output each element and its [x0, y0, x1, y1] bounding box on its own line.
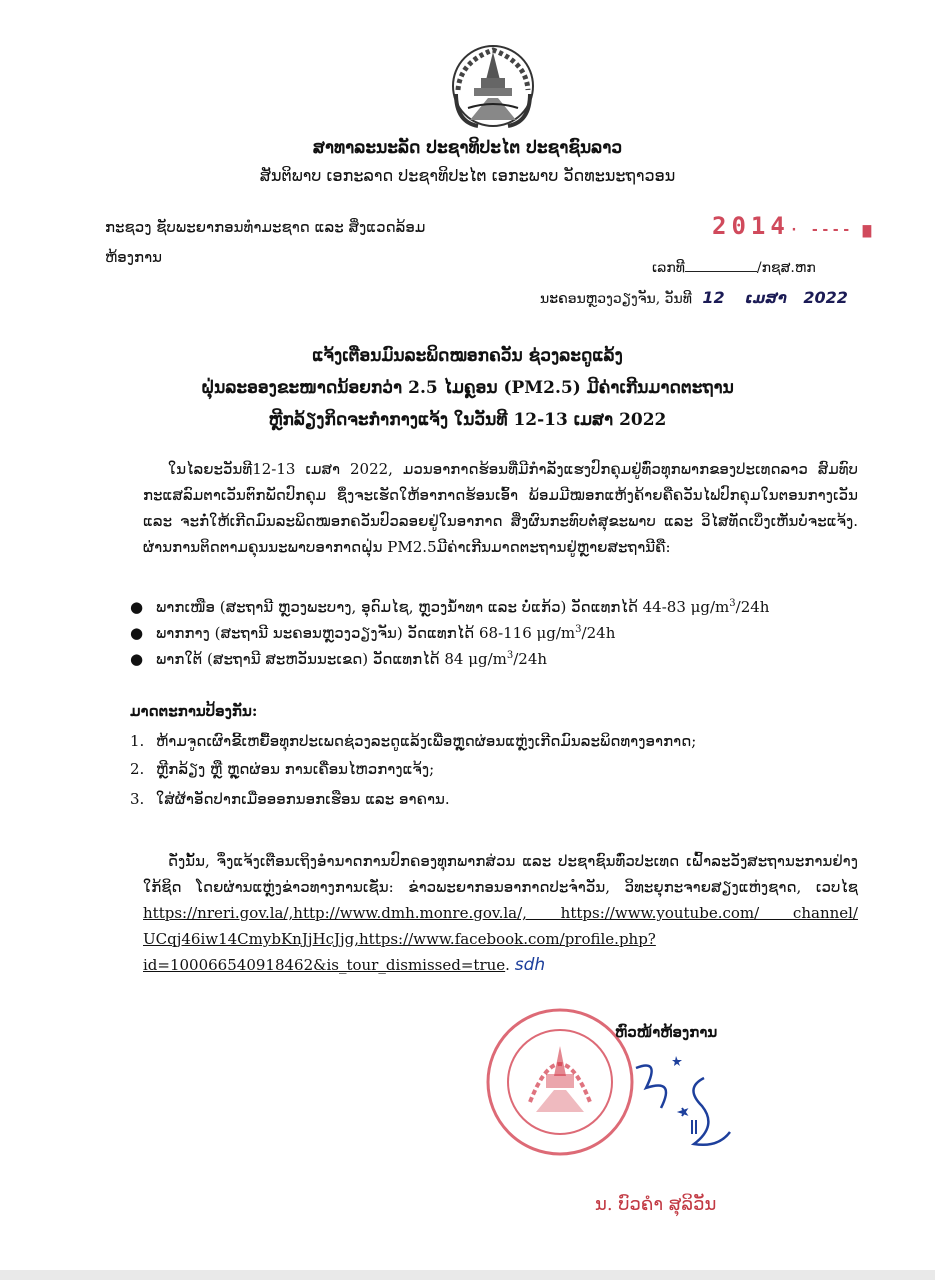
- notice-title-line1: ແຈ້ງເຕືອນມົນລະພິດໝອກຄວັນ ຊ່ວງລະດູແລ້ງ: [312, 346, 623, 366]
- ministry-name: ກະຊວງ ຊັບພະຍາກອນທຳມະຊາດ ແລະ ສິ່ງແວດລ້ອມ: [105, 218, 426, 236]
- handwritten-month: ເມສາ: [745, 289, 787, 307]
- bullet-icon: ●: [130, 650, 144, 668]
- measures-heading: ມາດຕະການປ້ອງກັນ:: [130, 702, 258, 720]
- handwritten-year: 2022: [803, 288, 848, 307]
- reference-blank: [685, 258, 757, 272]
- reference-suffix: /ກຊສ.ຫກ: [756, 260, 816, 276]
- handwritten-day: 12: [702, 288, 725, 307]
- handwritten-initials: sdh: [514, 955, 546, 975]
- incoming-stamp-number: 2014· ‐‐‐‐ ▆: [712, 212, 874, 240]
- signatory-title: ຫົວໜ້າຫ້ອງການ: [615, 1023, 718, 1041]
- list-item: ● ພາກໃຕ້ (ສະຖານີ ສະຫວັນນະເຂດ) ວັດແທກໄດ້ 84 $\mu g/m^3/24h$: [130, 650, 548, 668]
- list-item: 2. ຫຼີກລ້ຽງ ຫຼື ຫຼຸດຜ່ອນ ການເຄື່ອນໄຫວກາງແຈ້ງ;: [130, 760, 435, 778]
- intro-paragraph: ໃນໄລຍະວັນທີ12-13 ເມສາ 2022, ມວນອາກາດຮ້ອນທີ່ມີກຳລັງແຮງປົກຄຸມຢູ່ທົ່ວທຸກພາກຂອງປະເທດລາວ ສົມທົບກະແສລົມຕາເວັນຕົກພັດປົກຄຸມ ຊຶ່ງຈະເຮັດໃຫ້ອາກາດຮ້ອນເອົ້າ ພ້ອມມີໝອກແຫ້ງຄ້າຍຄືຄວັນໄຟປົກຄຸມໃນຕອນກາງເວັນ ແລະ ຈະກໍ່ໃຫ້ເກີດມົນລະພິດໝອກຄວັນປົວລອຍຢູ່ໃນອາກາດ ສິ່ງຜົນກະທົບຕໍ່ສຸຂະພາບ ແລະ ວິໄສທັດເບິ່ງເຫັນບໍ່ຈະແຈ້ງ. ຜ່ານການຕິດຕາມຄຸນນະພາບອາກາດຝຸ່ນ PM2.5ມີຄ່າເກີນມາດຕະຖານຢູ່ຫຼາຍສະຖານີຄື:: [143, 460, 858, 556]
- date-line: [540, 288, 848, 307]
- signatory-name: ນ. ບົວຄຳ ສຸລິວັນ: [595, 1194, 717, 1215]
- list-item: 3. ໃສ່ຜ້າອັດປາກເມື່ອອອກນອກເຮືອນ ແລະ ອາຄານ.: [130, 790, 450, 808]
- source-links[interactable]: https://nreri.gov.la/,http://www.dmh.monre.gov.la/, https://www.youtube.com/ channel/ UCqj46iw14CmybKnJjHcJjg,https://www.facebook.com/profile.php?id=100066540918462&is_tour_dismissed=true: [143, 904, 858, 974]
- national-motto: ສັນຕິພາບ ເອກະລາດ ປະຊາທິປະໄຕ ເອກະພາບ ວັດທະນະຖາວອນ: [259, 166, 676, 185]
- bullet-icon: ●: [130, 598, 144, 616]
- country-name: ສາທາລະນະລັດ ປະຊາທິປະໄຕ ປະຊາຊົນລາວ: [312, 138, 623, 158]
- notice-title-line3: ຫຼີກລ້ຽງກິດຈະກຳກາງແຈ້ງ ໃນວັນທີ 12-13 ເມສາ 2022: [268, 410, 667, 430]
- list-item: ● ພາກເໜືອ (ສະຖານີ ຫຼວງພະບາງ, ອຸດົມໄຊ, ຫຼວງນ້ຳທາ ແລະ ບໍ່ແກ້ວ) ວັດແທກໄດ້ 44-83 $\mu g/m^3/24h$: [130, 598, 770, 616]
- closing-paragraph: ດັ່ງນັ້ນ, ຈຶ່ງແຈ້ງເຕືອນເຖິງອຳນາດການປົກຄອງທຸກພາກສ່ວນ ແລະ ປະຊາຊົນທົ່ວປະເທດ ເຝົ້າລະວັງສະຖານະການຢ່າງໃກ້ຊິດ ໂດຍຜ່ານແຫຼ່ງຂ່າວທາງການເຊັ່ນ: ຂ່າວພະຍາກອນອາກາດປະຈຳວັນ, ວິທະຍຸກະຈາຍສຽງແຫ່ງຊາດ, ເວບໄຊ https://nreri.gov.la/,http://www.dmh.monre.gov.la/, https://www.youtube.com/ channel/ UCqj46iw14CmybKnJjHcJjg,https://www.facebook.com/profile.php?id=100066540918462&is_tour_dismissed=true. sdh: [143, 852, 858, 975]
- list-item: 1. ຫ້າມຈູດເຜົາຂີ້ເຫຍື້ອທຸກປະເພດຊ່ວງລະດູແລ້ງເພື່ອຫຼຸດຜ່ອນແຫຼ່ງເກີດມົນລະພິດທາງອາກາດ;: [130, 732, 697, 750]
- handwritten-signature: [606, 1048, 746, 1148]
- reference-prefix: ເລກທີ: [652, 260, 685, 276]
- stamp-number-text: 2014: [712, 212, 790, 240]
- bullet-icon: ●: [130, 624, 144, 642]
- scan-edge: [0, 1270, 935, 1280]
- department-name: ຫ້ອງການ: [105, 248, 163, 266]
- notice-title-line2: ຝຸ່ນລະອອງຂະໜາດນ້ອຍກວ່າ 2.5 ໄມຄຼອນ (PM2.5) ມີຄ່າເກີນມາດຕະຖານ: [201, 378, 734, 398]
- lao-national-emblem: [448, 42, 538, 130]
- list-item: ● ພາກກາງ (ສະຖານີ ນະຄອນຫຼວງວຽງຈັນ) ວັດແທກໄດ້ 68-116 $\mu g/m^3/24h$: [130, 624, 616, 642]
- reference-number: [652, 258, 816, 276]
- date-prefix: ນະຄອນຫຼວງວຽງຈັນ, ວັນທີ: [540, 291, 692, 307]
